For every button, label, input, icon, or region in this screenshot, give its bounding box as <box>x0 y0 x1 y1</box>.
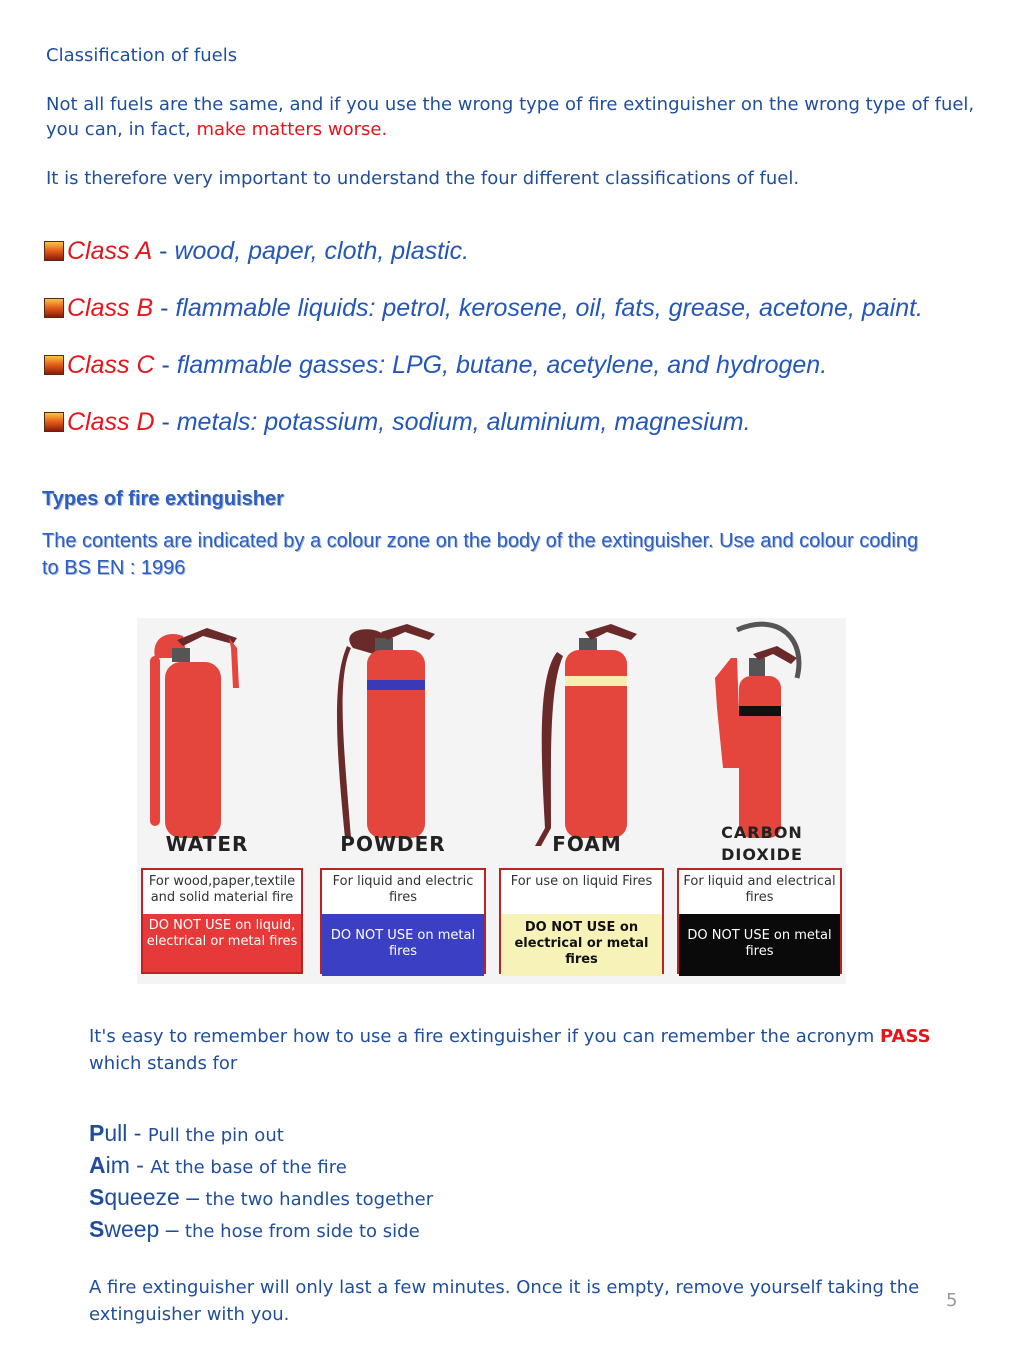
step-letter: P <box>89 1120 105 1146</box>
class-item-a <box>44 237 469 266</box>
class-description: flammable gasses: LPG, butane, acetylene, and hydrogen. <box>176 351 828 379</box>
foam-warning-text: DO NOT USE on electrical or metal fires <box>501 914 662 976</box>
fire-icon <box>44 241 64 261</box>
step-word: weep <box>104 1216 160 1242</box>
intro-paragraph <box>46 92 976 142</box>
section-body: The contents are indicated by a colour zone on the body of the extinguisher. Use and colour coding to BS EN : 1996 <box>42 530 919 579</box>
step-letter: S <box>89 1184 105 1210</box>
step-detail: the two handles together <box>205 1189 434 1210</box>
step-separator: – <box>159 1216 185 1242</box>
step-separator: – <box>179 1184 206 1210</box>
class-item-d <box>44 408 751 437</box>
step-detail: At the base of the fire <box>150 1157 347 1178</box>
class-separator: - <box>154 408 177 436</box>
water-use-text: For wood,paper,textile and solid material fire <box>148 874 296 905</box>
fire-icon <box>44 412 64 432</box>
closing-paragraph: A fire extinguisher will only last a few minutes. Once it is empty, remove yourself taking the extinguisher with you. <box>89 1277 920 1325</box>
page-title: Classification of fuels <box>46 45 238 66</box>
extinguisher-chart <box>137 618 846 984</box>
pass-intro-suffix: which stands for <box>89 1053 238 1074</box>
co2-extinguisher-icon <box>715 624 799 838</box>
step-separator: - <box>129 1152 151 1178</box>
co2-use-text: For liquid and electrical fires <box>683 874 836 905</box>
step-word: im <box>105 1152 130 1178</box>
powder-label: POWDER <box>340 832 446 856</box>
pass-acronym: PASS <box>880 1026 931 1047</box>
intro-paragraph-2: It is therefore very important to understand the four different classifications of fuel. <box>46 168 800 189</box>
water-extinguisher-icon <box>150 628 239 838</box>
extinguisher-labels <box>137 823 846 868</box>
foam-use-text: For use on liquid Fires <box>510 874 653 889</box>
step-word: queeze <box>104 1184 180 1210</box>
class-description: metals: potassium, sodium, aluminium, magnesium. <box>176 408 751 436</box>
foam-extinguisher-icon <box>535 624 637 846</box>
step-word: ull <box>104 1120 128 1146</box>
water-warning-text: DO NOT USE on liquid, electrical or metal fires <box>143 914 301 972</box>
class-item-b <box>44 294 923 323</box>
pass-intro-text: It's easy to remember how to use a fire extinguisher if you can remember the acronym <box>89 1026 881 1047</box>
class-name: Class D <box>67 408 155 436</box>
co2-label-line1: CARBON <box>721 823 803 842</box>
class-name: Class B <box>67 294 154 322</box>
co2-label-line2: DIOXIDE <box>721 845 803 864</box>
class-separator: - <box>152 237 175 265</box>
powder-info-box <box>320 868 486 974</box>
intro-warning: make matters worse. <box>196 119 388 140</box>
class-separator: - <box>153 294 176 322</box>
co2-label <box>677 822 847 866</box>
class-item-c <box>44 351 827 380</box>
powder-warning-text: DO NOT USE on metal fires <box>322 914 484 976</box>
water-label: WATER <box>165 832 249 856</box>
step-detail: Pull the pin out <box>147 1125 284 1146</box>
step-separator: - <box>127 1120 148 1146</box>
foam-info-box <box>499 868 664 974</box>
step-letter: S <box>89 1216 105 1242</box>
powder-extinguisher-icon <box>337 624 435 838</box>
co2-info-box <box>677 868 842 974</box>
page-number: 5 <box>946 1290 958 1311</box>
class-name: Class A <box>67 237 153 265</box>
fire-icon <box>44 298 64 318</box>
pass-step-pull <box>89 1120 284 1147</box>
pass-step-squeeze <box>89 1184 433 1211</box>
step-detail: the hose from side to side <box>184 1221 420 1242</box>
class-name: Class C <box>67 351 155 379</box>
powder-use-text: For liquid and electric fires <box>332 874 474 905</box>
class-description: wood, paper, cloth, plastic. <box>174 237 470 265</box>
class-description: flammable liquids: petrol, kerosene, oil, fats, grease, acetone, paint. <box>175 294 923 322</box>
intro-text: Not all fuels are the same, and if you use the wrong type of fire extinguisher on the wrong type of fuel, you can, in fact, <box>46 94 975 140</box>
water-info-box <box>141 868 303 974</box>
foam-label: FOAM <box>552 832 622 856</box>
section-heading: Types of fire extinguisher <box>42 488 284 510</box>
pass-step-sweep <box>89 1216 420 1243</box>
co2-warning-text: DO NOT USE on metal fires <box>679 914 840 976</box>
step-letter: A <box>89 1152 106 1178</box>
fire-icon <box>44 355 64 375</box>
pass-step-aim <box>89 1152 347 1179</box>
class-separator: - <box>154 351 177 379</box>
pass-intro <box>89 1023 949 1077</box>
